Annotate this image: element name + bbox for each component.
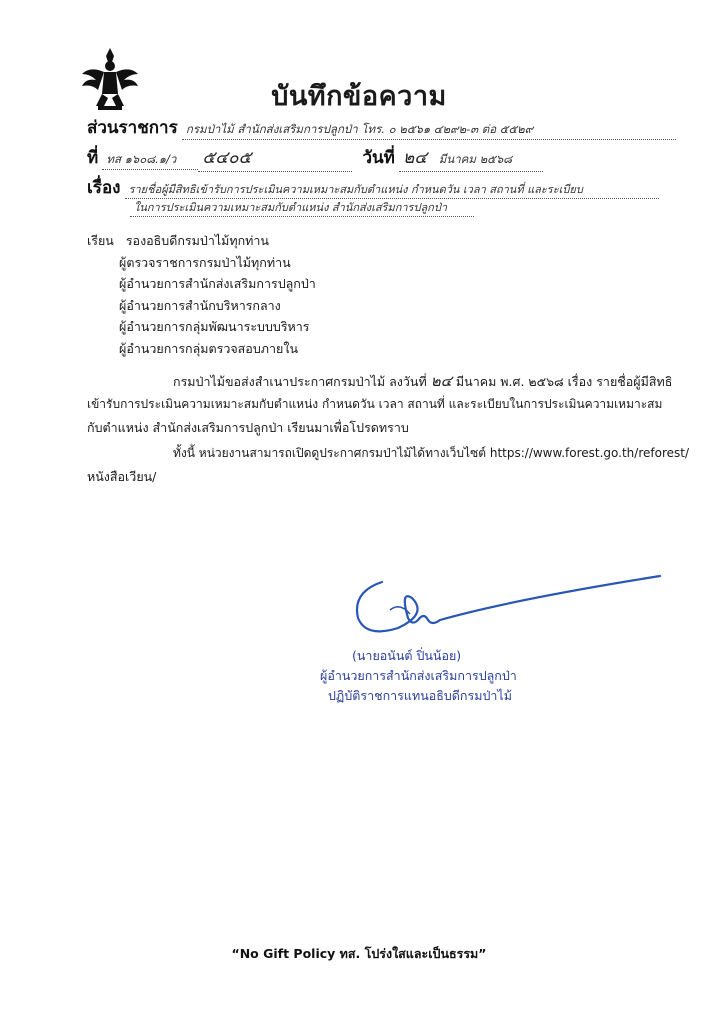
- recipient-item: ผู้อำนวยการสำนักส่งเสริมการปลูกป่า: [119, 276, 316, 291]
- reference-number: ๕๔๐๕: [198, 144, 352, 172]
- subject-line-1: รายชื่อผู้มีสิทธิเข้ารับการประเมินความเหมาะสมกับตำแหน่ง กำหนดวัน เวลา สถานที่ และระเบียบ: [125, 180, 659, 199]
- subject-row: [87, 174, 659, 201]
- document-title: บันทึกข้อความ: [271, 81, 447, 112]
- agency-label: ส่วนราชการ: [87, 118, 178, 138]
- agency-row: [87, 114, 676, 141]
- recipient-item: ผู้อำนวยการสำนักบริหารกลาง: [119, 297, 281, 313]
- body-text: หนังสือเวียน/: [87, 469, 157, 484]
- body-paragraph-2: [87, 442, 687, 488]
- subject-label: เรื่อง: [87, 178, 121, 198]
- body-paragraph-1: [87, 370, 677, 439]
- recipient-item: ผู้อำนวยการกลุ่มตรวจสอบภายใน: [119, 340, 298, 356]
- reference-row: [87, 144, 543, 172]
- date-month-year: มีนาคม ๒๕๖๘: [438, 152, 513, 166]
- signatory-position: ผู้อำนวยการสำนักส่งเสริมการปลูกป่า: [320, 668, 517, 683]
- body-date-day: ๒๔: [430, 372, 452, 390]
- recipient-block: [87, 230, 316, 359]
- recipient-item: รองอธิบดีกรมป่าไม้ทุกท่าน: [125, 233, 269, 248]
- date-day: ๒๔: [403, 148, 428, 168]
- website-link[interactable]: https://www.forest.go.th/reforest/: [489, 446, 689, 460]
- body-text: มีนาคม พ.ศ. ๒๕๖๘ เรื่อง รายชื่อผู้มีสิทธิ: [455, 374, 673, 389]
- signatory-name: (นายอนันต์ ปิ่นน้อย): [352, 648, 462, 663]
- no-gift-policy-footer: “No Gift Policy ทส. โปร่งใสและเป็นธรรม”: [231, 946, 487, 961]
- body-text: กรมป่าไม้ขอส่งสำเนาประกาศกรมป่าไม้ ลงวันที่: [173, 374, 427, 389]
- reference-label: ที่: [87, 148, 99, 168]
- reference-code: ทส ๑๖๐๘.๑/ว: [102, 151, 198, 170]
- body-text: เข้ารับการประเมินความเหมาะสมกับตำแหน่ง กำหนดวัน เวลา สถานที่ และระเบียบในการประเมินความเหมาะสม: [87, 397, 663, 411]
- recipient-item: ผู้อำนวยการกลุ่มพัฒนาระบบบริหาร: [119, 319, 310, 334]
- signatory-acting: ปฏิบัติราชการแทนอธิบดีกรมป่าไม้: [328, 688, 512, 703]
- handwritten-signature: [330, 570, 670, 650]
- date-label: วันที่: [362, 148, 395, 168]
- subject-line-2: ในการประเมินความเหมาะสมกับตำแหน่ง สำนักส่งเสริมการปลูกป่า: [130, 198, 474, 217]
- agency-value: กรมป่าไม้ สำนักส่งเสริมการปลูกป่า โทร. ๐ ๒๕๖๑ ๔๒๙๒-๓ ต่อ ๕๕๒๙: [182, 121, 676, 140]
- salutation: เรียน: [87, 233, 114, 248]
- recipient-item: ผู้ตรวจราชการกรมป่าไม้ทุกท่าน: [119, 254, 291, 270]
- body-text: กับตำแหน่ง สำนักส่งเสริมการปลูกป่า เรียนมาเพื่อโปรดทราบ: [87, 420, 409, 435]
- body-text: ทั้งนี้ หน่วยงานสามารถเปิดดูประกาศกรมป่าไม้ได้ทางเว็บไซต์: [173, 446, 487, 460]
